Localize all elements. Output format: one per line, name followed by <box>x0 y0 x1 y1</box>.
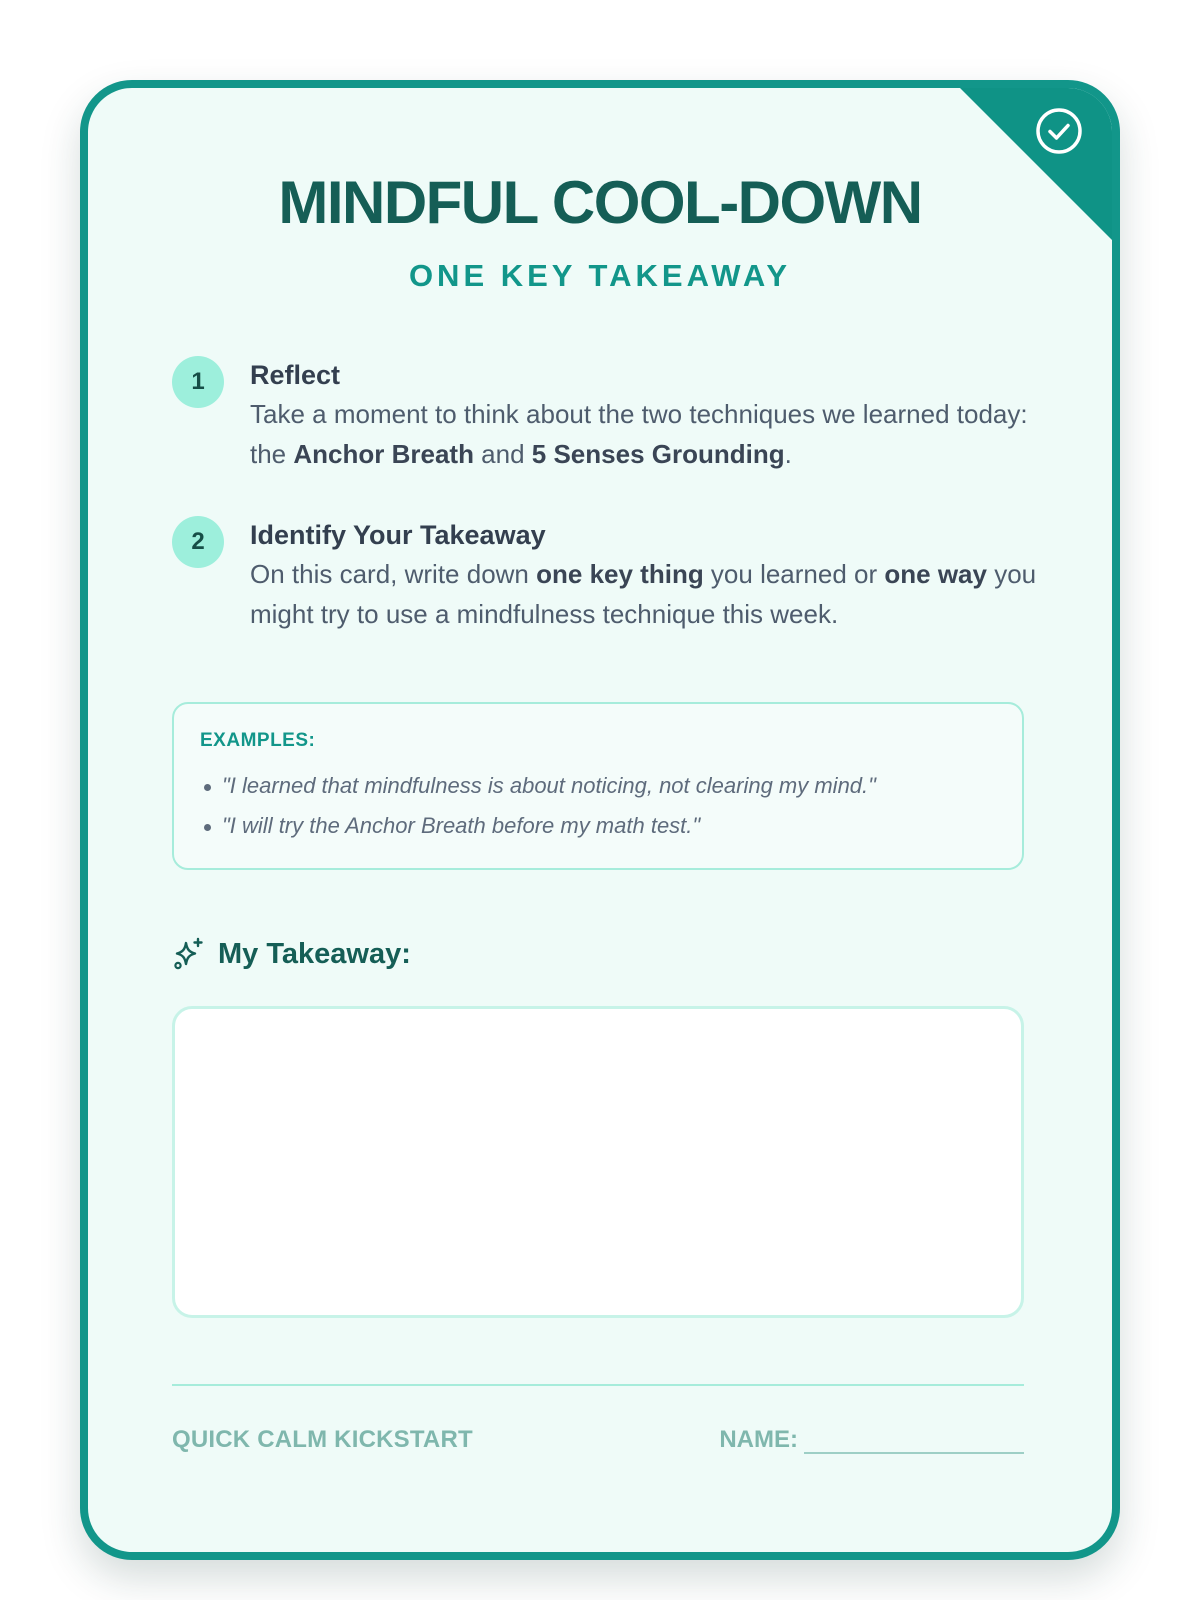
step-title: Identify Your Takeaway <box>250 520 546 550</box>
footer-divider <box>172 1384 1024 1386</box>
takeaway-heading <box>172 934 411 974</box>
takeaway-card <box>80 80 1120 1560</box>
name-field <box>719 1426 1024 1454</box>
name-label: NAME: <box>719 1426 798 1453</box>
takeaway-label: My Takeaway: <box>218 937 411 970</box>
step-text: On this card, write down one key thing you learned or one way you might try to use a mindfulness technique this week. <box>250 559 1037 629</box>
step-number-badge: 2 <box>172 516 224 568</box>
step-text: Take a moment to think about the two techniques we learned today: the Anchor Breath and 5 Senses Grounding. <box>250 399 1028 469</box>
step-body <box>250 516 1050 634</box>
step-number-badge: 1 <box>172 356 224 408</box>
card-subtitle: ONE KEY TAKEAWAY <box>408 258 792 293</box>
sparkles-icon <box>172 937 206 971</box>
example-item: "I learned that mindfulness is about noticing, not clearing my mind." <box>200 766 996 806</box>
footer-program-name: QUICK CALM KICKSTART <box>172 1426 473 1453</box>
examples-label: EXAMPLES: <box>200 730 316 751</box>
step-body <box>250 356 1050 474</box>
takeaway-input[interactable] <box>172 1006 1024 1318</box>
examples-box <box>172 702 1024 870</box>
check-circle-icon <box>1034 106 1084 156</box>
example-item: "I will try the Anchor Breath before my math test." <box>200 806 996 846</box>
card-title: MINDFUL COOL-DOWN <box>278 169 922 236</box>
name-input-line[interactable] <box>804 1426 1024 1454</box>
step-title: Reflect <box>250 360 341 390</box>
